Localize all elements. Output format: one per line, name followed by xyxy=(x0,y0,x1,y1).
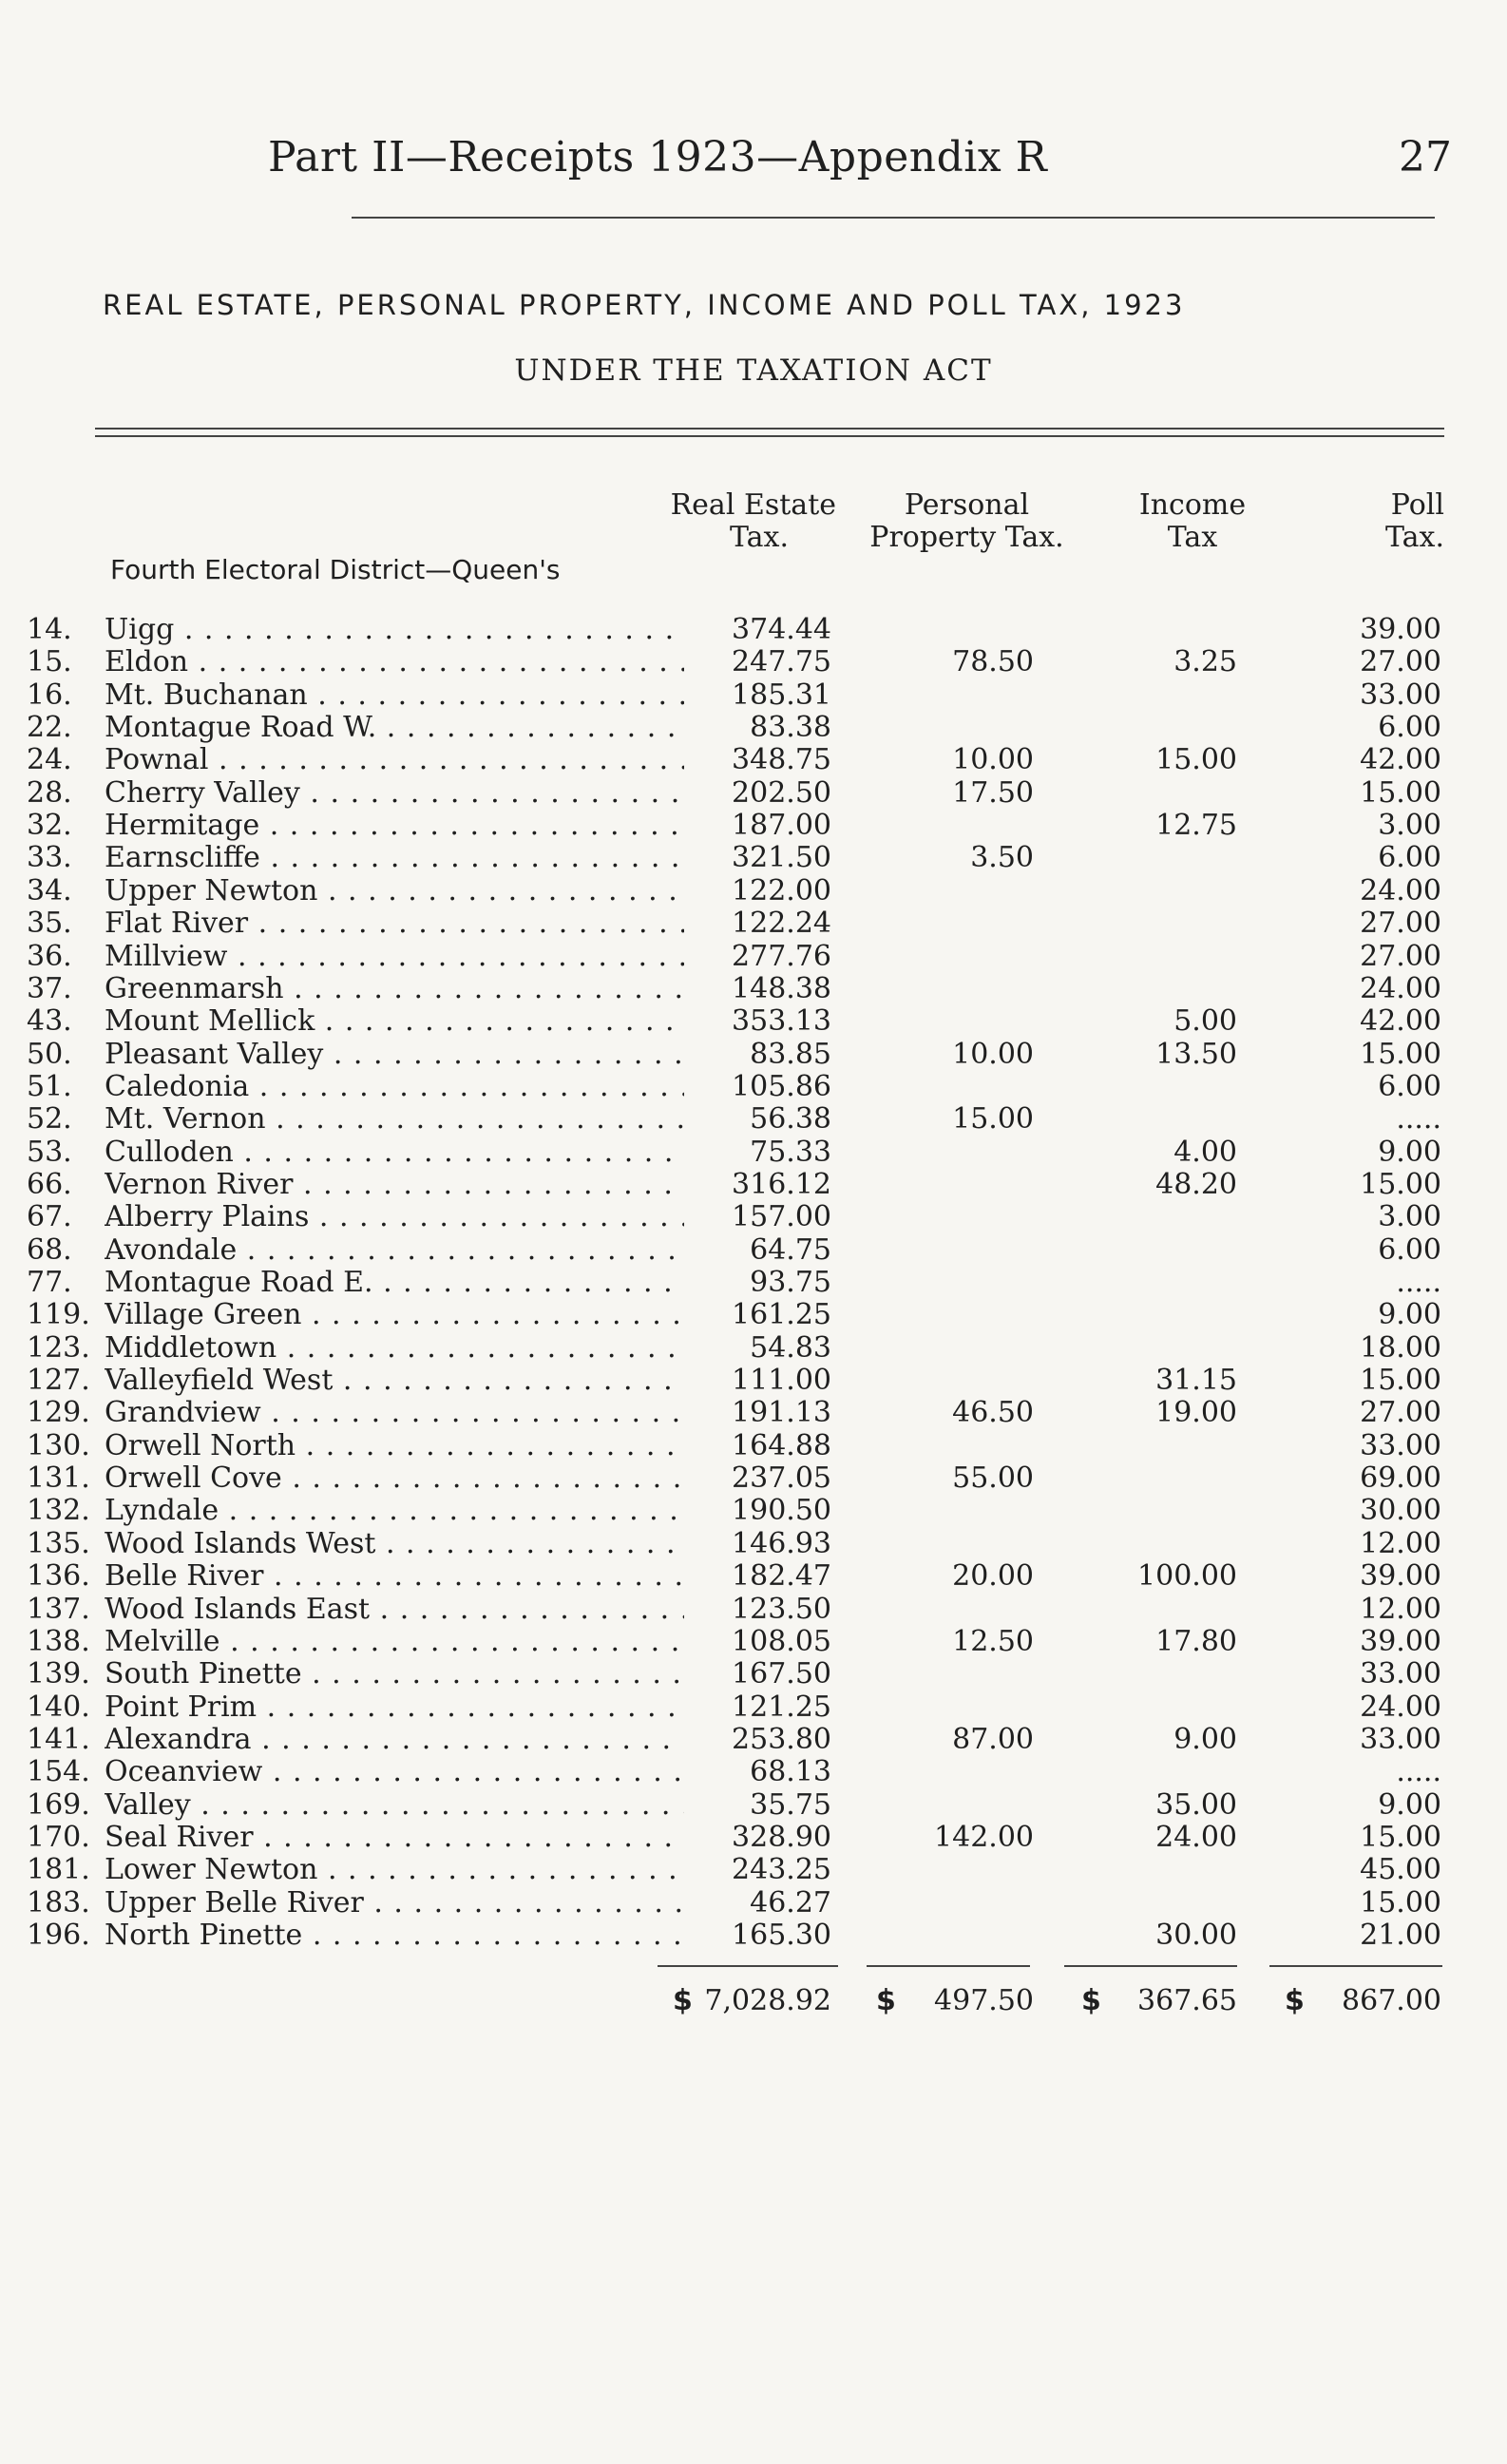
table-row xyxy=(0,777,1507,810)
row-poll-tax: 15.00 xyxy=(1360,1167,1441,1201)
district-label: Fourth Electoral District—Queen's xyxy=(110,554,561,585)
row-real-estate-tax: 68.13 xyxy=(750,1755,831,1789)
row-real-estate-tax: 111.00 xyxy=(732,1364,831,1398)
row-personal-property-tax: 15.00 xyxy=(952,1102,1034,1136)
row-real-estate-tax: 54.83 xyxy=(750,1330,831,1365)
row-poll-tax: 69.00 xyxy=(1360,1461,1441,1496)
row-income-tax: 24.00 xyxy=(1155,1820,1237,1854)
row-poll-tax: ..... xyxy=(1396,1266,1441,1299)
row-locality: Oceanview . . . xyxy=(105,1756,684,1788)
col-header-personal-property: Personal Property Tax. xyxy=(869,488,1064,554)
table-row xyxy=(0,744,1507,776)
row-real-estate-tax: 164.88 xyxy=(732,1428,831,1462)
row-poll-tax: 15.00 xyxy=(1360,775,1441,810)
row-poll-tax: 33.00 xyxy=(1360,1722,1441,1756)
table-row xyxy=(0,1397,1507,1429)
row-number: 50. xyxy=(27,1037,72,1071)
row-number: 170. xyxy=(27,1820,90,1854)
page-header-title: Part II—Receipts 1923—Appendix R xyxy=(268,133,1048,181)
row-locality: Mount Mellick . . . xyxy=(105,1005,684,1038)
row-real-estate-tax: 56.38 xyxy=(750,1102,831,1136)
row-locality: Lyndale . . . xyxy=(105,1495,684,1527)
row-real-estate-tax: 46.27 xyxy=(750,1885,831,1920)
row-real-estate-tax: 328.90 xyxy=(732,1820,831,1854)
row-poll-tax: 15.00 xyxy=(1360,1037,1441,1071)
row-poll-tax: 3.00 xyxy=(1378,1200,1441,1234)
row-locality: Orwell North . . . xyxy=(105,1430,684,1462)
row-number: 22. xyxy=(27,711,72,745)
table-row xyxy=(0,1854,1507,1886)
row-personal-property-tax: 10.00 xyxy=(952,743,1034,777)
row-income-tax: 9.00 xyxy=(1173,1722,1237,1756)
row-locality: Millview . . . xyxy=(105,941,684,973)
row-real-estate-tax: 75.33 xyxy=(750,1135,831,1169)
row-poll-tax: 27.00 xyxy=(1360,907,1441,941)
row-number: 132. xyxy=(27,1494,90,1528)
total-poll: 867.00 xyxy=(1342,1984,1441,2017)
row-real-estate-tax: 161.25 xyxy=(732,1298,831,1332)
total-currency-income: $ xyxy=(1081,1984,1101,2017)
row-real-estate-tax: 374.44 xyxy=(732,613,831,646)
row-income-tax: 35.00 xyxy=(1155,1787,1237,1822)
table-row xyxy=(0,1887,1507,1920)
page-number: 27 xyxy=(1399,133,1452,181)
table-row xyxy=(0,1560,1507,1593)
row-real-estate-tax: 277.76 xyxy=(732,939,831,973)
row-real-estate-tax: 121.25 xyxy=(732,1690,831,1724)
table-row xyxy=(0,1005,1507,1038)
row-real-estate-tax: 146.93 xyxy=(732,1526,831,1560)
row-poll-tax: 15.00 xyxy=(1360,1885,1441,1920)
row-poll-tax: 30.00 xyxy=(1360,1494,1441,1528)
row-number: 129. xyxy=(27,1396,90,1430)
row-number: 130. xyxy=(27,1428,90,1462)
row-number: 28. xyxy=(27,775,72,810)
row-locality: Uigg . . . xyxy=(105,614,684,646)
row-locality: Montague Road E. . . . xyxy=(105,1267,684,1299)
row-locality: Mt. Buchanan . . . xyxy=(105,679,684,712)
row-personal-property-tax: 12.50 xyxy=(952,1624,1034,1658)
row-number: 66. xyxy=(27,1167,72,1201)
col-header-real-estate: Real Estate Tax. xyxy=(670,488,836,554)
row-poll-tax: 42.00 xyxy=(1360,1004,1441,1039)
table-row xyxy=(0,810,1507,842)
row-locality: South Pinette . . . xyxy=(105,1658,684,1690)
row-locality: Grandview . . . xyxy=(105,1397,684,1429)
table-row xyxy=(0,1201,1507,1233)
row-income-tax: 15.00 xyxy=(1155,743,1237,777)
row-poll-tax: 12.00 xyxy=(1360,1592,1441,1626)
row-locality: Wood Islands East . . . xyxy=(105,1594,684,1626)
row-locality: Point Prim . . . xyxy=(105,1691,684,1724)
row-poll-tax: 27.00 xyxy=(1360,645,1441,679)
header-rule xyxy=(352,217,1435,219)
table-row xyxy=(0,1299,1507,1331)
row-poll-tax: 39.00 xyxy=(1360,613,1441,646)
row-real-estate-tax: 348.75 xyxy=(732,743,831,777)
row-poll-tax: 6.00 xyxy=(1378,1232,1441,1267)
row-income-tax: 3.25 xyxy=(1173,645,1237,679)
row-real-estate-tax: 247.75 xyxy=(732,645,831,679)
row-poll-tax: 24.00 xyxy=(1360,873,1441,907)
table-row xyxy=(0,1658,1507,1690)
row-real-estate-tax: 165.30 xyxy=(732,1919,831,1952)
table-row xyxy=(0,875,1507,907)
row-locality: Cherry Valley . . . xyxy=(105,777,684,810)
row-locality: Greenmarsh . . . xyxy=(105,973,684,1005)
row-poll-tax: 24.00 xyxy=(1360,1690,1441,1724)
row-number: 14. xyxy=(27,613,72,646)
table-row xyxy=(0,1789,1507,1822)
row-number: 43. xyxy=(27,1004,72,1039)
row-poll-tax: 6.00 xyxy=(1378,711,1441,745)
row-number: 67. xyxy=(27,1200,72,1234)
row-number: 137. xyxy=(27,1592,90,1626)
row-real-estate-tax: 243.25 xyxy=(732,1853,831,1887)
table-row xyxy=(0,1430,1507,1462)
row-locality: North Pinette . . . xyxy=(105,1920,684,1952)
table-row xyxy=(0,614,1507,646)
row-real-estate-tax: 123.50 xyxy=(732,1592,831,1626)
row-real-estate-tax: 122.24 xyxy=(732,907,831,941)
heading-rule-top xyxy=(95,428,1444,430)
table-row xyxy=(0,907,1507,940)
row-real-estate-tax: 316.12 xyxy=(732,1167,831,1201)
row-number: 119. xyxy=(27,1298,90,1332)
row-number: 140. xyxy=(27,1690,90,1724)
row-number: 53. xyxy=(27,1135,72,1169)
table-row xyxy=(0,679,1507,712)
row-locality: Hermitage . . . xyxy=(105,810,684,842)
table-row xyxy=(0,1724,1507,1756)
row-poll-tax: 33.00 xyxy=(1360,1657,1441,1691)
row-number: 123. xyxy=(27,1330,90,1365)
table-row xyxy=(0,1528,1507,1560)
total-currency-poll: $ xyxy=(1285,1984,1305,2017)
row-income-tax: 13.50 xyxy=(1155,1037,1237,1071)
table-row xyxy=(0,1822,1507,1854)
total-income: 367.65 xyxy=(1137,1984,1237,2017)
row-personal-property-tax: 78.50 xyxy=(952,645,1034,679)
total-real-estate: 7,028.92 xyxy=(704,1984,831,2017)
row-locality: Belle River . . . xyxy=(105,1560,684,1593)
row-locality: Vernon River . . . xyxy=(105,1169,684,1201)
table-row xyxy=(0,1103,1507,1136)
row-real-estate-tax: 167.50 xyxy=(732,1657,831,1691)
row-real-estate-tax: 83.85 xyxy=(750,1037,831,1071)
row-number: 183. xyxy=(27,1885,90,1920)
row-number: 34. xyxy=(27,873,72,907)
row-locality: Upper Belle River . . . xyxy=(105,1887,684,1920)
row-locality: Alexandra . . . xyxy=(105,1724,684,1756)
table-row xyxy=(0,1920,1507,1952)
table-subheading: UNDER THE TAXATION ACT xyxy=(514,353,993,388)
table-row xyxy=(0,1039,1507,1071)
table-row xyxy=(0,646,1507,678)
row-number: 37. xyxy=(27,971,72,1005)
row-locality: Culloden . . . xyxy=(105,1136,684,1169)
heading-rule-bottom xyxy=(95,435,1444,437)
table-row xyxy=(0,1495,1507,1527)
row-real-estate-tax: 190.50 xyxy=(732,1494,831,1528)
row-locality: Pownal . . . xyxy=(105,744,684,776)
row-number: 51. xyxy=(27,1069,72,1103)
row-real-estate-tax: 253.80 xyxy=(732,1722,831,1756)
row-poll-tax: 33.00 xyxy=(1360,678,1441,712)
row-personal-property-tax: 142.00 xyxy=(934,1820,1034,1854)
table-row xyxy=(0,973,1507,1005)
row-locality: Middletown . . . xyxy=(105,1332,684,1365)
row-locality: Mt. Vernon . . . xyxy=(105,1103,684,1136)
table-row xyxy=(0,941,1507,973)
row-poll-tax: 21.00 xyxy=(1360,1919,1441,1952)
row-poll-tax: 45.00 xyxy=(1360,1853,1441,1887)
totals-row xyxy=(0,1984,1507,2018)
row-number: 196. xyxy=(27,1919,90,1952)
row-real-estate-tax: 353.13 xyxy=(732,1004,831,1039)
row-poll-tax: 9.00 xyxy=(1378,1787,1441,1822)
row-poll-tax: 15.00 xyxy=(1360,1820,1441,1854)
row-income-tax: 5.00 xyxy=(1173,1004,1237,1039)
row-real-estate-tax: 93.75 xyxy=(750,1266,831,1299)
row-number: 77. xyxy=(27,1266,72,1299)
total-rule-poll xyxy=(1269,1965,1442,1967)
row-locality: Eldon . . . xyxy=(105,646,684,678)
row-real-estate-tax: 182.47 xyxy=(732,1559,831,1594)
row-locality: Caledonia . . . xyxy=(105,1071,684,1103)
row-number: 131. xyxy=(27,1461,90,1496)
row-locality: Orwell Cove . . . xyxy=(105,1462,684,1495)
row-poll-tax: 39.00 xyxy=(1360,1624,1441,1658)
row-locality: Upper Newton . . . xyxy=(105,875,684,907)
row-locality: Earnscliffe . . . xyxy=(105,842,684,874)
table-heading: REAL ESTATE, PERSONAL PROPERTY, INCOME AND POLL TAX, 1923 xyxy=(103,289,1186,321)
row-real-estate-tax: 105.86 xyxy=(732,1069,831,1103)
row-income-tax: 100.00 xyxy=(1137,1559,1237,1594)
total-currency-personal-property: $ xyxy=(876,1984,896,2017)
row-number: 16. xyxy=(27,678,72,712)
total-personal-property: 497.50 xyxy=(934,1984,1034,2017)
row-personal-property-tax: 46.50 xyxy=(952,1396,1034,1430)
row-real-estate-tax: 321.50 xyxy=(732,841,831,875)
row-income-tax: 17.80 xyxy=(1155,1624,1237,1658)
row-number: 135. xyxy=(27,1526,90,1560)
row-real-estate-tax: 191.13 xyxy=(732,1396,831,1430)
table-row xyxy=(0,1136,1507,1169)
total-rule-personal-property xyxy=(867,1965,1030,1967)
row-poll-tax: 18.00 xyxy=(1360,1330,1441,1365)
row-locality: Montague Road W. . . . xyxy=(105,712,684,744)
row-locality: Wood Islands West . . . xyxy=(105,1528,684,1560)
row-real-estate-tax: 202.50 xyxy=(732,775,831,810)
row-income-tax: 12.75 xyxy=(1155,809,1237,843)
row-locality: Avondale . . . xyxy=(105,1234,684,1267)
col-header-income: Income Tax xyxy=(1138,488,1247,554)
table-row xyxy=(0,1365,1507,1397)
table-row xyxy=(0,1332,1507,1365)
row-poll-tax: 3.00 xyxy=(1378,809,1441,843)
row-number: 35. xyxy=(27,907,72,941)
row-locality: Seal River . . . xyxy=(105,1822,684,1854)
row-locality: Valley . . . xyxy=(105,1789,684,1822)
row-locality: Pleasant Valley . . . xyxy=(105,1039,684,1071)
row-poll-tax: 9.00 xyxy=(1378,1135,1441,1169)
table-row xyxy=(0,1267,1507,1299)
row-poll-tax: 27.00 xyxy=(1360,1396,1441,1430)
row-personal-property-tax: 3.50 xyxy=(970,841,1034,875)
row-poll-tax: ..... xyxy=(1396,1102,1441,1136)
row-number: 36. xyxy=(27,939,72,973)
row-locality: Flat River . . . xyxy=(105,907,684,940)
row-poll-tax: 42.00 xyxy=(1360,743,1441,777)
row-personal-property-tax: 20.00 xyxy=(952,1559,1034,1594)
row-personal-property-tax: 10.00 xyxy=(952,1037,1034,1071)
table-row xyxy=(0,1071,1507,1103)
table-row xyxy=(0,1626,1507,1658)
row-real-estate-tax: 64.75 xyxy=(750,1232,831,1267)
row-income-tax: 19.00 xyxy=(1155,1396,1237,1430)
row-poll-tax: 24.00 xyxy=(1360,971,1441,1005)
row-number: 138. xyxy=(27,1624,90,1658)
row-number: 139. xyxy=(27,1657,90,1691)
row-income-tax: 48.20 xyxy=(1155,1167,1237,1201)
row-real-estate-tax: 83.38 xyxy=(750,711,831,745)
row-personal-property-tax: 17.50 xyxy=(952,775,1034,810)
row-poll-tax: 6.00 xyxy=(1378,1069,1441,1103)
row-number: 52. xyxy=(27,1102,72,1136)
row-locality: Alberry Plains . . . xyxy=(105,1201,684,1233)
row-real-estate-tax: 148.38 xyxy=(732,971,831,1005)
row-income-tax: 4.00 xyxy=(1173,1135,1237,1169)
col-header-poll: Poll Tax. xyxy=(1384,488,1444,554)
table-row xyxy=(0,1756,1507,1788)
row-personal-property-tax: 55.00 xyxy=(952,1461,1034,1496)
table-row xyxy=(0,1234,1507,1267)
row-locality: Village Green . . . xyxy=(105,1299,684,1331)
row-locality: Lower Newton . . . xyxy=(105,1854,684,1886)
row-poll-tax: 12.00 xyxy=(1360,1526,1441,1560)
table-row xyxy=(0,1691,1507,1724)
row-poll-tax: ..... xyxy=(1396,1755,1441,1789)
table-row xyxy=(0,1169,1507,1201)
row-income-tax: 30.00 xyxy=(1155,1919,1237,1952)
total-rule-income xyxy=(1064,1965,1237,1967)
total-currency-real-estate: $ xyxy=(673,1984,693,2017)
table-row xyxy=(0,842,1507,874)
row-poll-tax: 39.00 xyxy=(1360,1559,1441,1594)
row-real-estate-tax: 187.00 xyxy=(732,809,831,843)
row-number: 169. xyxy=(27,1787,90,1822)
row-poll-tax: 9.00 xyxy=(1378,1298,1441,1332)
row-number: 136. xyxy=(27,1559,90,1594)
row-poll-tax: 27.00 xyxy=(1360,939,1441,973)
row-real-estate-tax: 185.31 xyxy=(732,678,831,712)
row-poll-tax: 33.00 xyxy=(1360,1428,1441,1462)
row-number: 24. xyxy=(27,743,72,777)
row-number: 15. xyxy=(27,645,72,679)
row-number: 127. xyxy=(27,1364,90,1398)
row-real-estate-tax: 122.00 xyxy=(732,873,831,907)
row-locality: Melville . . . xyxy=(105,1626,684,1658)
row-poll-tax: 6.00 xyxy=(1378,841,1441,875)
row-number: 68. xyxy=(27,1232,72,1267)
row-real-estate-tax: 237.05 xyxy=(732,1461,831,1496)
row-number: 33. xyxy=(27,841,72,875)
row-number: 181. xyxy=(27,1853,90,1887)
table-row xyxy=(0,712,1507,744)
row-locality: Valleyfield West . . . xyxy=(105,1365,684,1397)
table-row xyxy=(0,1594,1507,1626)
row-poll-tax: 15.00 xyxy=(1360,1364,1441,1398)
row-personal-property-tax: 87.00 xyxy=(952,1722,1034,1756)
row-number: 154. xyxy=(27,1755,90,1789)
table-row xyxy=(0,1462,1507,1495)
row-income-tax: 31.15 xyxy=(1155,1364,1237,1398)
row-real-estate-tax: 108.05 xyxy=(732,1624,831,1658)
row-number: 32. xyxy=(27,809,72,843)
row-real-estate-tax: 35.75 xyxy=(750,1787,831,1822)
row-real-estate-tax: 157.00 xyxy=(732,1200,831,1234)
total-rule-real-estate xyxy=(658,1965,838,1967)
row-number: 141. xyxy=(27,1722,90,1756)
